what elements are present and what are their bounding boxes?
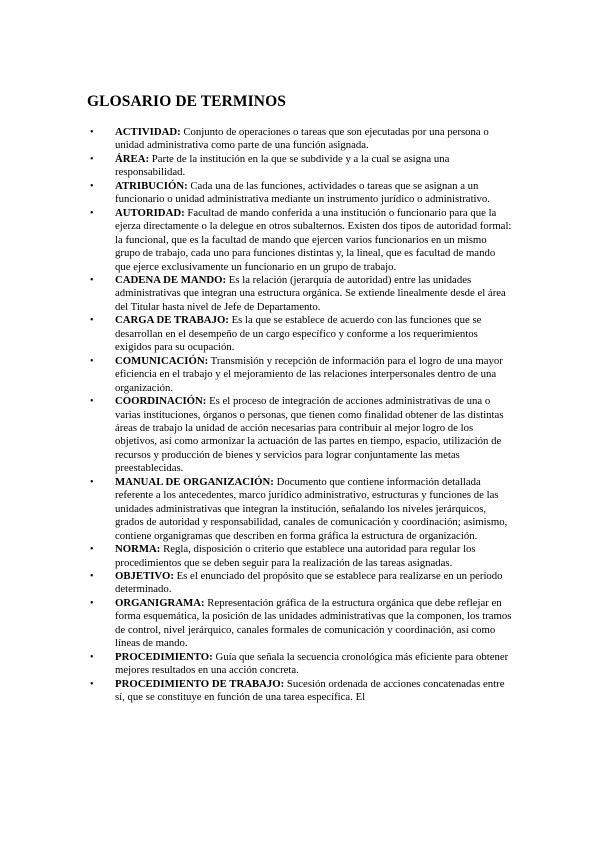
- glossary-definition: Transmisión y recepción de información para el logro de una mayor eficiencia en el trabajo y el mejoramiento de las relaciones interpersonales dentro de una organización.: [115, 354, 503, 394]
- glossary-item: [90, 543, 512, 570]
- glossary-term: MANUAL DE ORGANIZACIÓN:: [115, 475, 274, 488]
- glossary-item: [90, 596, 512, 651]
- glossary-definition: Parte de la institución en la que se subdivide y a la cual se asigna una responsabilidad.: [115, 152, 450, 179]
- glossary-item: [90, 650, 512, 678]
- glossary-item: [90, 179, 512, 207]
- bullet: •: [90, 207, 94, 219]
- glossary-term: ÁREA:: [115, 152, 150, 165]
- glossary-definition: Es el enunciado del propósito que se establece para realizarse en un período determinado.: [115, 569, 503, 596]
- bullet: •: [90, 597, 94, 609]
- bullet: •: [90, 274, 94, 286]
- glossary-term: COORDINACIÓN:: [115, 395, 207, 408]
- glossary-definition: Es la que se establece de acuerdo con las funciones que se desarrollan en el desempeño de un cargo específico y conforme a los requerimientos exigidos para su ocupación.: [115, 314, 482, 354]
- glossary-term: OBJETIVO:: [115, 569, 174, 582]
- glossary-term: NORMA:: [115, 543, 161, 556]
- glossary-definition: Representación gráfica de la estructura orgánica que debe reflejar en forma esquemática, la posición de las unidades administrativas que la componen, los tramos de control, nivel jerárquico, canales formales de comunicación y coordinación, así como líneas de mando.: [115, 596, 512, 650]
- bullet: •: [90, 651, 94, 663]
- glossary-definition: Facultad de mando conferida a una institución o funcionario para que la ejerza directamente o la delegue en otros subalternos. Existen dos tipos de autoridad formal: la funcional, que es la facultad de mando que ejercen varios funcionarios en un mismo grupo de trabajo, cada uno para funciones distintas y, la lineal, que es facultad de mando que ejerce exclusivamente un funcionario en un grupo de trabajo.: [115, 206, 512, 273]
- bullet: •: [90, 315, 94, 327]
- glossary-item: [90, 206, 512, 274]
- glossary-definition: Sucesión ordenada de acciones concatenadas entre sí, que se constituye en función de una tarea específica. El: [115, 677, 505, 704]
- glossary-item: [90, 126, 512, 153]
- glossary-list: [90, 126, 512, 704]
- glossary-term: CARGA DE TRABAJO:: [115, 314, 229, 327]
- glossary-term: CADENA DE MANDO:: [115, 273, 227, 286]
- glossary-item: [90, 273, 512, 314]
- glossary-definition: Regla, disposición o criterio que establece una autoridad para regular los procedimientos que se deben seguir para la realización de las tareas asignadas.: [115, 543, 476, 569]
- bullet: •: [90, 476, 94, 488]
- glossary-item: [90, 354, 512, 395]
- bullet: •: [90, 180, 94, 192]
- glossary-definition: Conjunto de operaciones o tareas que son ejecutadas por una persona o unidad administrativa como parte de una función asignada.: [115, 126, 489, 152]
- glossary-definition: Es la relación (jerarquía de autoridad) entre las unidades administrativas que integran una estructura orgánica. Se extiende linealmente desde el área del Titular hasta nivel de Jefe de Departamento.: [115, 273, 506, 313]
- bullet: •: [90, 570, 94, 582]
- bullet: •: [90, 678, 94, 690]
- bullet: •: [90, 127, 94, 138]
- glossary-term: ACTIVIDAD:: [115, 126, 181, 138]
- bullet: •: [90, 544, 94, 556]
- glossary-item: [90, 152, 512, 180]
- glossary-item: [90, 475, 512, 543]
- glossary-term: PROCEDIMIENTO DE TRABAJO:: [115, 677, 285, 690]
- glossary-definition: Guía que señala la secuencia cronológica más eficiente para obtener mejores resultados en una acción concreta.: [115, 650, 509, 677]
- glossary-item: [90, 314, 512, 354]
- glossary-definition: Cada una de las funciones, actividades o tareas que se asignan a un funcionario o unidad administrativa mediante un instrumento jurídico o administrativo.: [115, 179, 490, 206]
- glossary-item: [90, 677, 512, 705]
- page-title: GLOSARIO DE TERMINOS: [87, 93, 286, 110]
- glossary-item: [90, 569, 512, 597]
- bullet: •: [90, 355, 94, 367]
- bullet: •: [90, 153, 94, 165]
- glossary-definition: Es el proceso de integración de acciones administrativas de una o varias instituciones, órganos o personas, que tienen como finalidad obtener de las distintas áreas de trabajo la unidad de acción necesarias para contribuir al mejor logro de los objetivos, así como armonizar la actuación de las partes en tiempo, espacio, utilización de recursos y producción de bienes y servicios para lograr conjuntamente las metas preestablecidas.: [115, 395, 504, 475]
- glossary-term: AUTORIDAD:: [115, 206, 185, 219]
- glossary-term: ATRIBUCIÓN:: [115, 179, 188, 192]
- glossary-term: COMUNICACIÓN:: [115, 354, 209, 367]
- glossary-term: ORGANIGRAMA:: [115, 596, 205, 609]
- bullet: •: [90, 396, 94, 408]
- glossary-term: PROCEDIMIENTO:: [115, 650, 213, 663]
- glossary-item: [90, 395, 512, 476]
- glossary-definition: Documento que contiene información detallada referente a los antecedentes, marco jurídico administrativo, estructuras y funciones de las unidades administrativas que integran la institución, señalando los niveles jerárquicos, grados de autoridad y responsabilidad, canales de comunicación y coordinación; asimismo, contiene organigramas que describen en forma gráfica la estructura de organización.: [115, 475, 508, 542]
